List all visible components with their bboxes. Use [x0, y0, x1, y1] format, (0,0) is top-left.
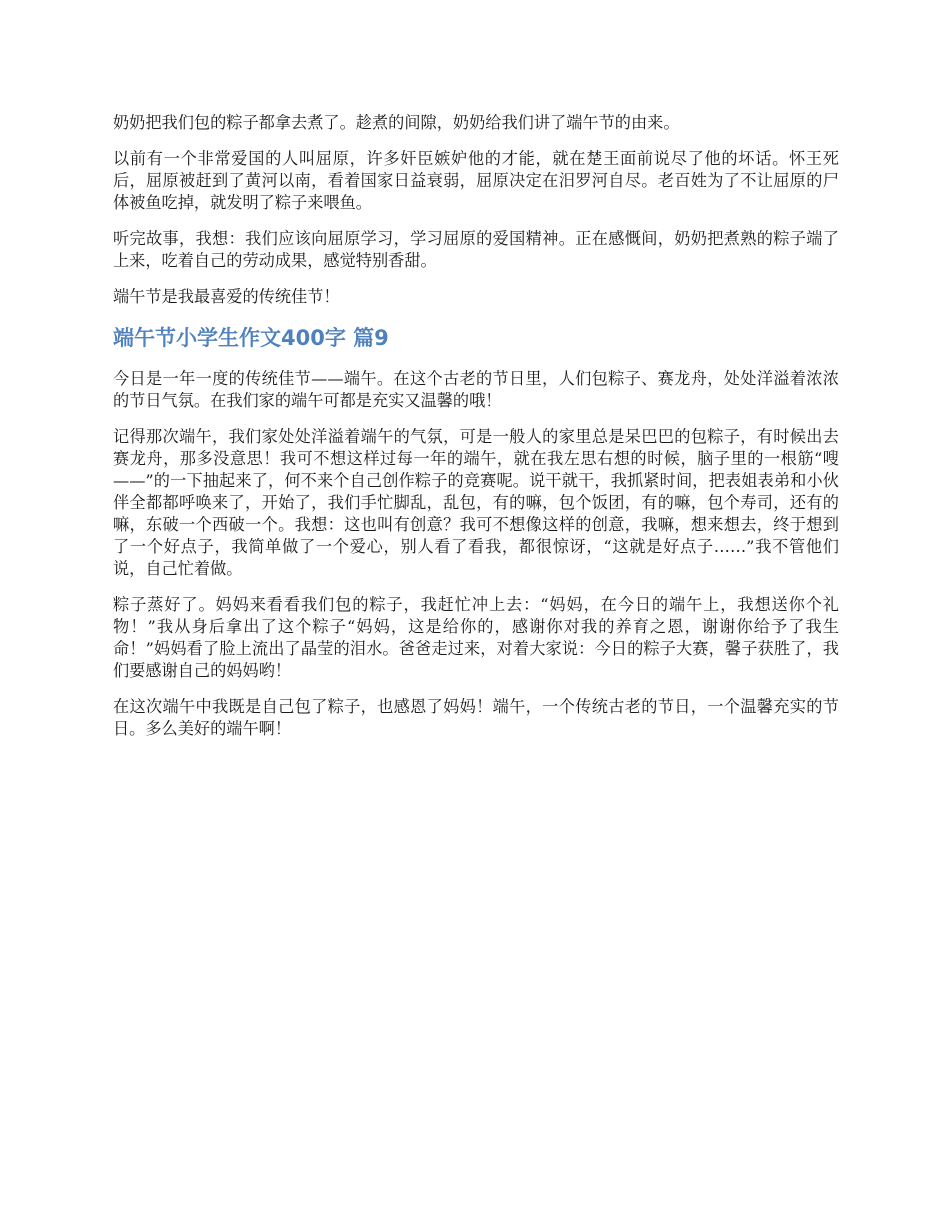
paragraph: 记得那次端午，我们家处处洋溢着端午的气氛，可是一般人的家里总是呆巴巴的包粽子，有时候出去赛龙舟，那多没意思！我可不想这样过每一年的端午，就在我左思右想的时候，脑子里的一根筋“嗖——”的一下抽起来了，何不来个自己创作粽子的竞赛呢。说干就干，我抓紧时间，把表姐表弟和小伙伴全都都呼唤来了，开始了，我们手忙脚乱，乱包，有的嘛，包个饭团，有的嘛，包个寿司，还有的嘛，东破一个西破一个。我想：这也叫有创意？我可不想像这样的创意，我嘛，想来想去，终于想到了一个好点子，我简单做了一个爱心，别人看了看我，都很惊讶，“这就是好点子……”我不管他们说，自己忙着做。	[113, 427, 839, 578]
paragraph: 在这次端午中我既是自己包了粽子，也感恩了妈妈！端午，一个传统古老的节日，一个温馨充实的节日。多么美好的端午啊！	[113, 697, 839, 738]
paragraph: 听完故事，我想：我们应该向屈原学习，学习屈原的爱国精神。正在感慨间，奶奶把煮熟的粽子端了上来，吃着自己的劳动成果，感觉特别香甜。	[113, 229, 839, 270]
paragraph: 粽子蒸好了。妈妈来看看我们包的粽子，我赶忙冲上去：“妈妈，在今日的端午上，我想送你个礼物！”我从身后拿出了这个粽子“妈妈，这是给你的，感谢你对我的养育之恩，谢谢你给予了我生命！”妈妈看了脸上流出了晶莹的泪水。爸爸走过来，对着大家说：今日的粽子大赛，馨子获胜了，我们要感谢自己的妈妈哟！	[113, 595, 839, 680]
paragraph: 奶奶把我们包的粽子都拿去煮了。趁煮的间隙，奶奶给我们讲了端午节的由来。	[113, 113, 680, 132]
paragraph: 以前有一个非常爱国的人叫屈原，许多奸臣嫉妒他的才能，就在楚王面前说尽了他的坏话。怀王死后，屈原被赶到了黄河以南，看着国家日益衰弱，屈原决定在汨罗河自尽。老百姓为了不让屈原的尸体被鱼吃掉，就发明了粽子来喂鱼。	[113, 149, 839, 212]
paragraph: 今日是一年一度的传统佳节——端午。在这个古老的节日里，人们包粽子、赛龙舟，处处洋溢着浓浓的节日气氛。在我们家的端午可都是充实又温馨的哦！	[113, 369, 839, 410]
document-page	[113, 112, 839, 754]
section-heading: 端午节小学生作文400字 篇9	[113, 326, 389, 350]
paragraph: 端午节是我最喜爱的传统佳节！	[113, 287, 340, 306]
